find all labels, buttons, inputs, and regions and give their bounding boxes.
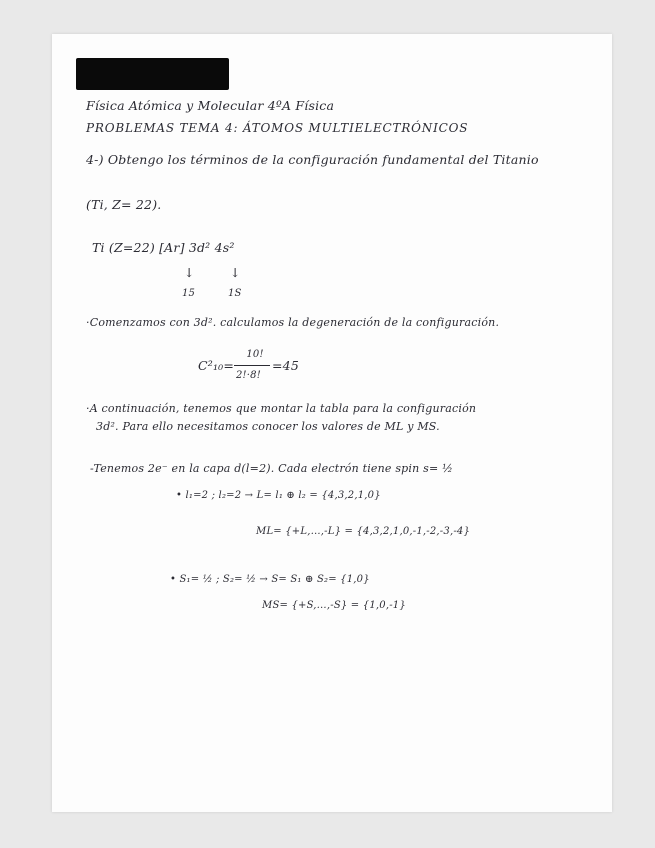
combination-lhs: C²₁₀= <box>198 358 235 373</box>
arrow-4s-label: 1S <box>228 288 242 299</box>
problem-statement-line2: (Ti, Z= 22). <box>86 197 162 212</box>
degeneracy-note: ·Comenzamos con 3d². calculamos la degeneración de la configuración. <box>86 316 500 329</box>
ms-values-line: MS= {+S,…,-S} = {1,0,-1} <box>262 600 406 611</box>
course-heading: Física Atómica y Molecular 4ºA Física <box>86 98 335 113</box>
electrons-note: -Tenemos 2e⁻ en la capa d(l=2). Cada electrón tiene spin s= ½ <box>90 462 453 475</box>
electron-configuration: Ti (Z=22) [Ar] 3d² 4s² <box>92 240 235 255</box>
l-coupling-line: • l₁=2 ; l₂=2 → L= l₁ ⊕ l₂ = {4,3,2,1,0} <box>176 490 381 501</box>
s-coupling-line: • S₁= ½ ; S₂= ½ → S= S₁ ⊕ S₂= {1,0} <box>170 574 370 585</box>
combination-denominator: 2!·8! <box>236 370 261 381</box>
table-note-line2: 3d². Para ello necesitamos conocer los valores de ML y MS. <box>96 420 440 433</box>
combination-result: =45 <box>272 358 299 373</box>
problem-set-title: PROBLEMAS TEMA 4: ÁTOMOS MULTIELECTRÓNICOS <box>86 121 469 135</box>
problem-statement-line1: 4-) Obtengo los términos de la configuración fundamental del Titanio <box>86 152 539 167</box>
ml-values-line: ML= {+L,…,-L} = {4,3,2,1,0,-1,-2,-3,-4} <box>256 526 471 537</box>
redacted-name-box <box>76 58 229 90</box>
arrow-3d-label: 15 <box>182 288 196 299</box>
arrow-3d: ↓ <box>184 265 195 280</box>
table-note-line1: ·A continuación, tenemos que montar la tabla para la configuración <box>86 402 477 415</box>
combination-numerator: 10! <box>246 349 264 360</box>
fraction-bar <box>234 365 270 366</box>
arrow-4s: ↓ <box>230 265 241 280</box>
